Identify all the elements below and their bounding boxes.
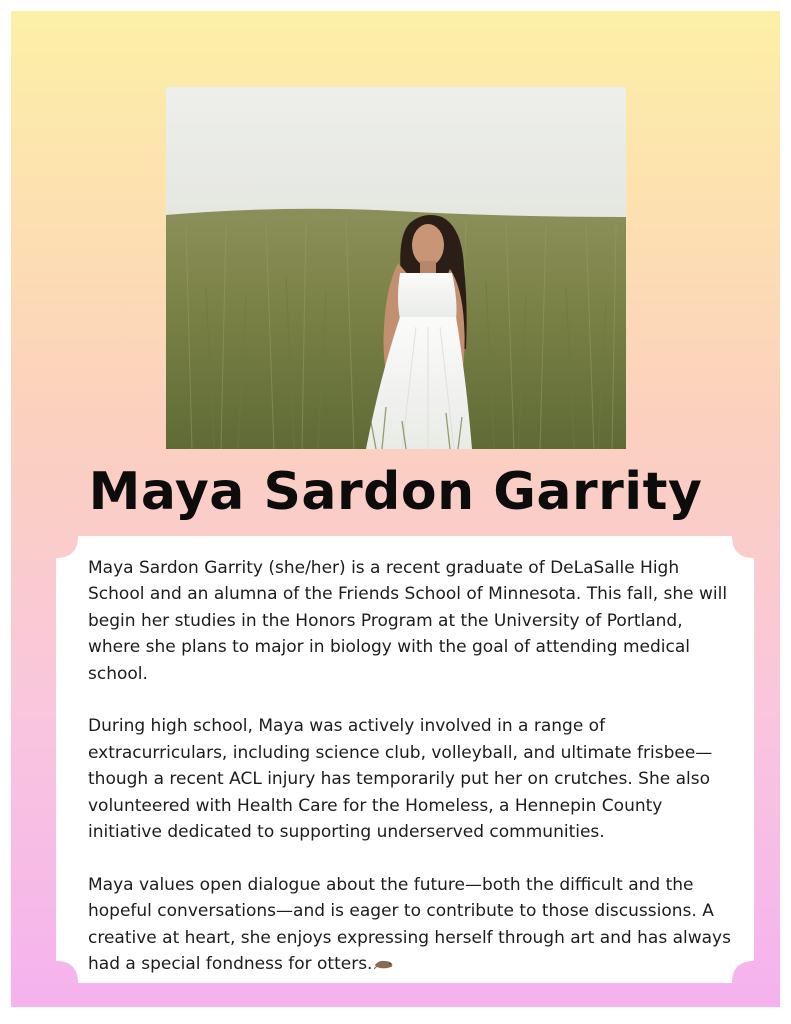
bio-text xyxy=(88,555,738,977)
bio-card xyxy=(56,536,754,983)
bio-paragraph: During high school, Maya was actively involved in a range of extracurriculars, including science club, volleyball, and ultimate frisbee—though a recent ACL injury has temporarily put her on crutches. She also volunteered with Health Care for the Homeless, a Hennepin County initiative dedicated to supporting underserved communities. xyxy=(88,716,713,843)
profile-photo-image xyxy=(166,87,626,449)
bio-paragraph-text: Maya values open dialogue about the future—both the difficult and the hopeful conversations—and is eager to contribute to those discussions. A creative at heart, she enjoys expressing herself through art and has always had a special fondness for otters. xyxy=(88,874,731,975)
profile-page xyxy=(11,11,780,1007)
profile-photo xyxy=(166,87,626,449)
profile-name: Maya Sardon Garrity xyxy=(88,462,703,522)
otter-icon xyxy=(374,956,394,970)
bio-paragraph xyxy=(88,872,738,978)
bio-paragraph: Maya Sardon Garrity (she/her) is a recent graduate of DeLaSalle High School and an alumna of the Friends School of Minnesota. This fall, she will begin her studies in the Honors Program at the University of Portland, where she plans to major in biology with the goal of attending medical school. xyxy=(88,558,728,684)
